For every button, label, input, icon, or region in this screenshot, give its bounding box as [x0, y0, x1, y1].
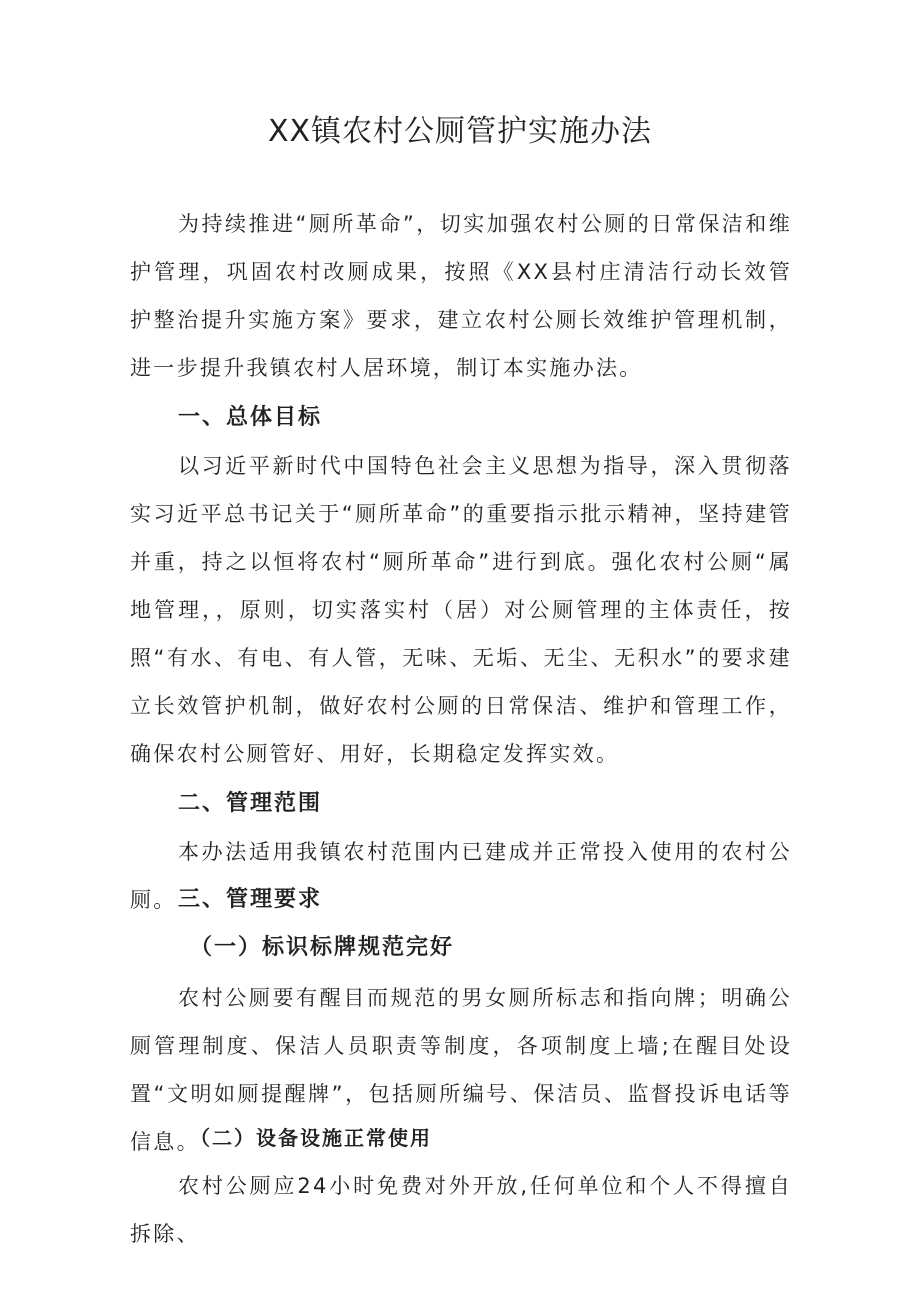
management-scope-paragraph: 本办法适用我镇农村范围内已建成并正常投入使用的农村公厕。 — [130, 840, 792, 912]
facilities-paragraph: 农村公厕应24小时免费对外开放,任何单位和个人不得擅自拆除、 — [130, 1174, 792, 1246]
general-goal-paragraph: 以习近平新时代中国特色社会主义思想为指导，深入贯彻落实习近平总书记关于“厕所革命”的重要指示批示精神，坚持建管并重，持之以恒将农村“厕所革命”进行到底。强化农村公厕“属地管理，，原则，切实落实村（居）对公厕管理的主体责任，按照“有水、有电、有人管，无味、无垢、无尘、无积水”的要求建立长效管护机制，做好农村公厕的日常保洁、维护和管理工作，确保农村公厕管好、用好，长期稳定发挥实效。 — [130, 454, 792, 766]
subsection-heading-signage: （一）标识标牌规范完好 — [190, 935, 455, 960]
signage-paragraph: 农村公厕要有醒目而规范的男女厕所标志和指向牌；明确公厕管理制度、保洁人员职责等制度，各项制度上墙;在醒目处设置“文明如厕提醒牌”，包括厕所编号、保洁员、监督投诉电话等信息。 — [130, 986, 792, 1154]
intro-paragraph: 为持续推进“厕所革命”，切实加强农村公厕的日常保洁和维护管理，巩固农村改厕成果，按照《XX县村庄清洁行动长效管护整治提升实施方案》要求，建立农村公厕长效维护管理机制，进一步提升我镇农村人居环境，制订本实施办法。 — [130, 212, 792, 380]
section-heading-management-requirements: 三、管理要求 — [178, 887, 323, 912]
document-title: XX镇农村公厕管护实施办法 — [267, 114, 653, 149]
section-heading-general-goal: 一、总体目标 — [178, 405, 323, 430]
section-heading-management-scope: 二、管理范围 — [178, 791, 323, 816]
subsection-heading-facilities: （二）设备设施正常使用 — [190, 1126, 432, 1150]
